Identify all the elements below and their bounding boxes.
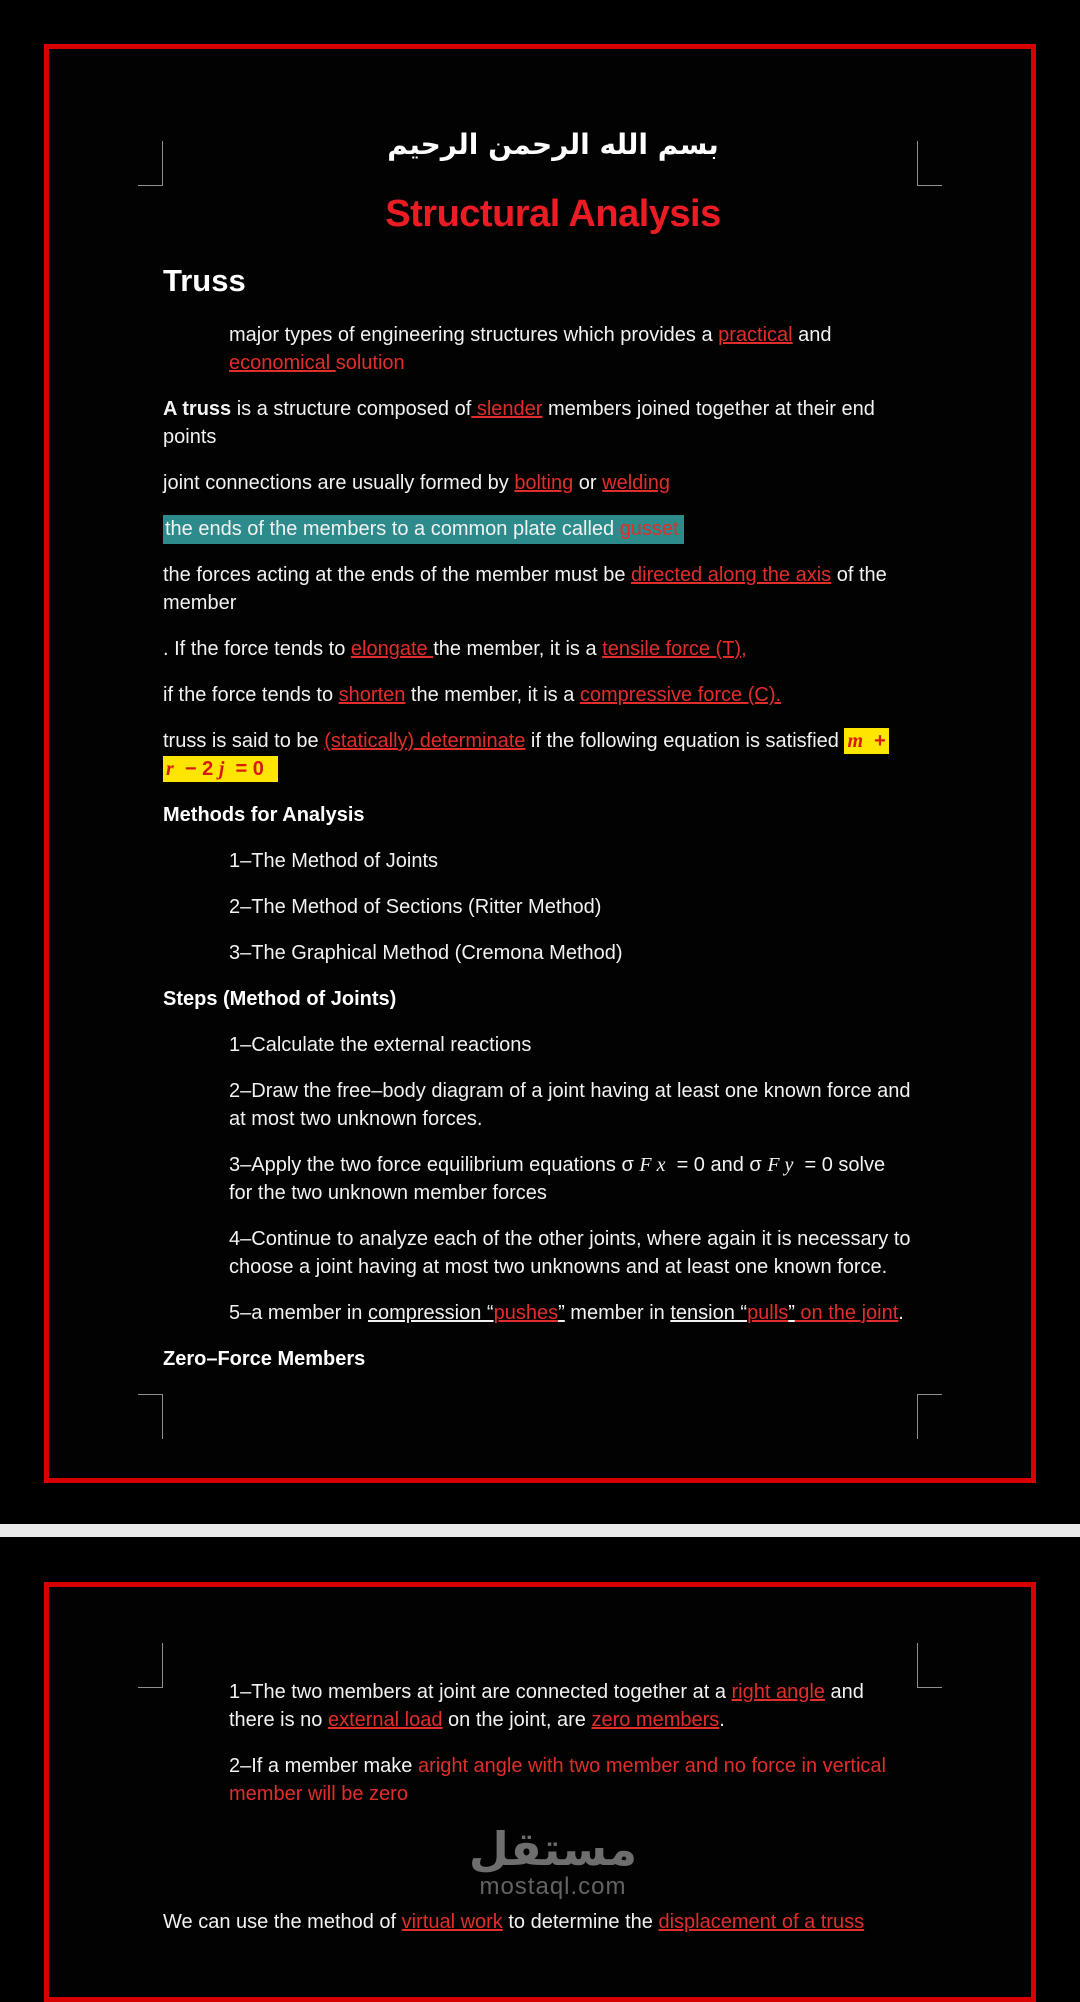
red-text: member will be zero [229,1783,408,1805]
yellow-highlight-equation [163,756,278,782]
red-term: slender [471,398,543,420]
text-run: truss is said to be [163,730,325,752]
step-item [229,1077,943,1133]
paragraph-virtual-work [163,1908,943,1936]
text-run: members joined together at their end [542,398,875,420]
text-run: = 0 and σ [665,1154,768,1176]
text-run: to determine the [502,1911,659,1933]
text-run: 2–Draw the free–body diagram of a joint having at least one known force and [229,1080,911,1102]
text-run: is a structure composed of [231,398,472,420]
text-run: on the joint, are [442,1709,592,1731]
text-run: member [163,592,237,614]
slide2-content [49,1587,983,1936]
paragraph-forces-axis [163,561,943,617]
text-run: the ends of the members to a common plate called [165,518,620,540]
watermark-logo: مستقل [468,1822,638,1876]
math-var: j [218,758,225,780]
text-run: . [719,1709,725,1731]
zero-force-rule-1 [229,1678,943,1734]
heading-methods: Methods for Analysis [163,804,365,826]
text-run: 1–The two members at joint are connected together at a [229,1681,732,1703]
text-run: or [573,472,603,494]
text-run: the member, it is a [405,684,580,706]
math-op: + [863,730,886,752]
heading-zero-force: Zero–Force Members [163,1348,366,1370]
text-run: 2–If a member make [229,1755,418,1777]
text-run: 3–Apply the two force equilibrium equations σ [229,1154,640,1176]
step-item [229,1225,943,1281]
crop-mark-bottom-right [917,1394,942,1439]
math-op: = 0 [224,758,275,780]
text-run: member in [564,1302,671,1324]
step-item [229,1151,943,1207]
slide1-content [49,49,983,1373]
method-item: 2–The Method of Sections (Ritter Method) [229,896,602,918]
text-run: if the following equation is satisfied [525,730,845,752]
page-divider [0,1524,1080,1537]
red-term: compressive force (C). [579,684,782,706]
red-term: practical [718,324,793,346]
text-run: at most two unknown forces. [229,1108,483,1130]
watermark-domain: mostaql.com [479,1873,627,1900]
text-run: the forces acting at the ends of the member must be [163,564,632,586]
red-term: displacement of a truss [658,1911,865,1933]
text-run: points [163,426,217,448]
red-term: elongate [350,638,434,660]
math-var: F y [767,1154,794,1176]
text-run: = 0 solve [793,1154,886,1176]
paragraph-joint-connections [163,469,943,497]
step-item: 1–Calculate the external reactions [229,1034,532,1056]
method-item: 1–The Method of Joints [229,850,439,872]
paragraph-tensile [163,635,943,663]
red-term: gusset [619,518,679,540]
red-term: shorten [338,684,406,706]
bismillah-text: بسم الله الرحمن الرحيم [387,128,719,161]
red-term: on the joint [794,1302,899,1324]
math-var: m [847,730,864,752]
text-run: for the two unknown member forces [229,1182,547,1204]
paragraph-compressive [163,681,943,709]
text-run: there is no [229,1709,328,1731]
text-run: and [824,1681,864,1703]
red-term: virtual work [401,1911,503,1933]
red-term: external load [327,1709,443,1731]
document-title: Structural Analysis [385,193,721,235]
slide-page-2 [44,1582,1036,2002]
text-run: if the force tends to [163,684,339,706]
paragraph-major-types [229,321,943,377]
red-term: (statically) determinate [324,730,526,752]
math-var: r [166,758,174,780]
red-term: directed along the axis [631,564,832,586]
watermark [163,1822,943,1900]
red-text: aright angle with two member and no force in vertical [417,1755,886,1777]
method-item: 3–The Graphical Method (Cremona Method) [229,942,623,964]
text-run: joint connections are usually formed by [163,472,515,494]
paragraph-determinate-equation [163,727,943,783]
red-term: welding [602,472,670,494]
red-term: right angle [731,1681,825,1703]
slide-page-1 [44,44,1036,1483]
underlined-run: tension “ [670,1302,748,1324]
text-run: We can use the method of [163,1911,402,1933]
heading-steps: Steps (Method of Joints) [163,988,397,1010]
crop-mark-bottom-left [138,1394,163,1439]
red-term: pulls [747,1302,789,1324]
text-run: of the [831,564,887,586]
bold-run: A truss [163,398,232,420]
teal-highlight [163,515,684,544]
red-term: pushes [493,1302,559,1324]
heading-truss: Truss [163,263,246,298]
zero-force-rule-2 [229,1752,943,1808]
paragraph-truss-definition [163,395,943,451]
text-run: 5–a member in [229,1302,368,1324]
step-item [229,1299,943,1327]
text-run: . [898,1302,904,1324]
red-term: economical [229,352,336,374]
red-term: zero members [591,1709,720,1731]
text-run: choose a joint having at most two unknowns and at least one known force. [229,1256,888,1278]
underlined-run: compression “ [367,1302,494,1324]
yellow-highlight-equation [844,728,888,754]
math-op: − 2 [173,758,219,780]
text-run: 4–Continue to analyze each of the other joints, where again it is necessary to [229,1228,911,1250]
text-run: the member, it is a [433,638,603,660]
red-text: solution [335,352,405,374]
text-run: major types of engineering structures which provides a [229,324,719,346]
text-run: and [792,324,832,346]
underlined-run: ” [788,1302,795,1324]
text-run: . If the force tends to [163,638,351,660]
paragraph-gusset-highlighted [163,515,943,543]
math-var: F x [639,1154,666,1176]
underlined-run: ” [558,1302,565,1324]
red-term: tensile force (T), [602,638,747,660]
red-term: bolting [514,472,574,494]
